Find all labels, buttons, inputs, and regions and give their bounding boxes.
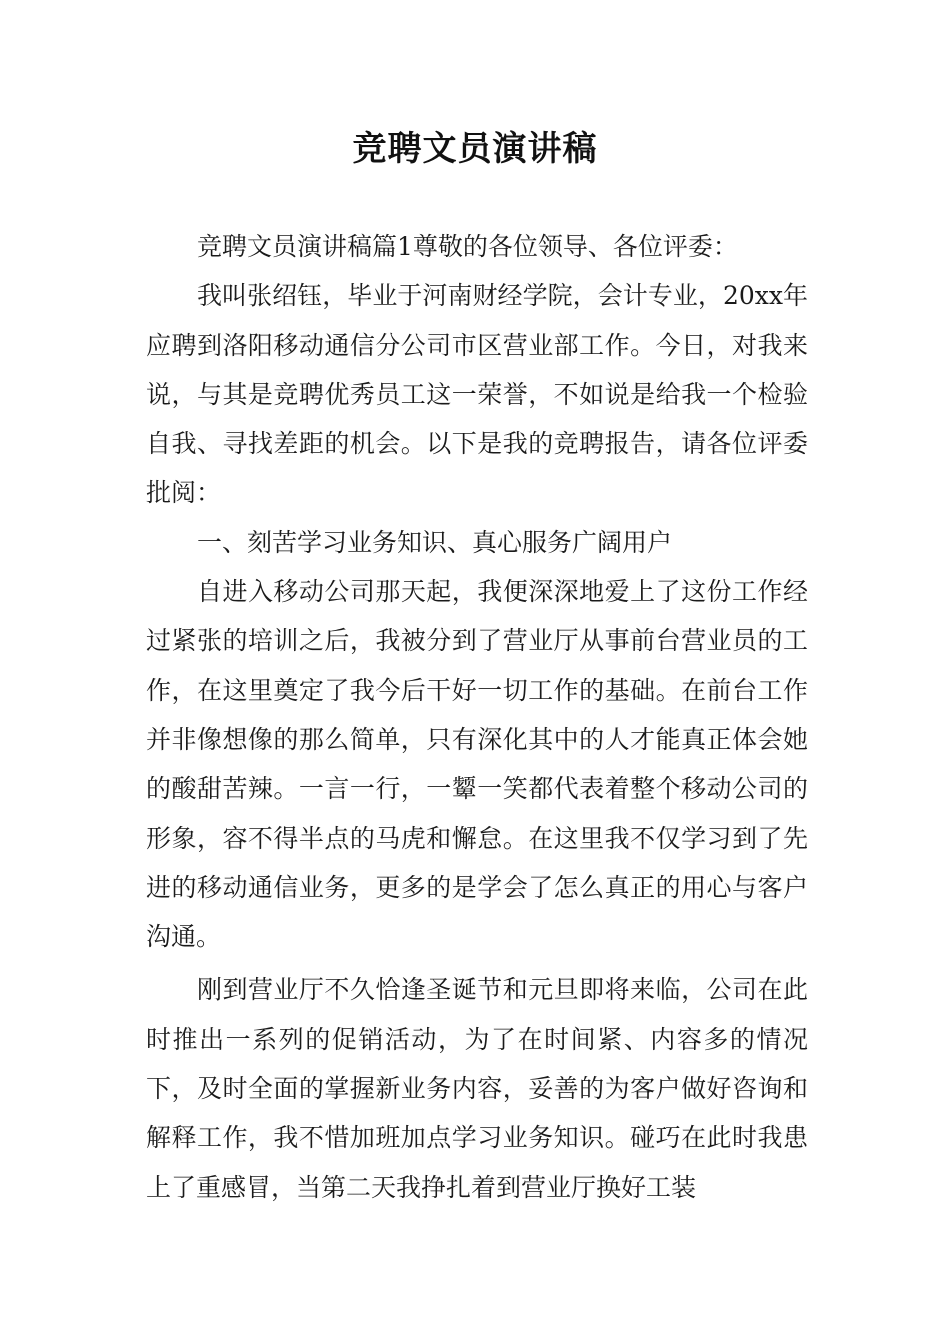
paragraph-introduction: 我叫张绍钰，毕业于河南财经学院，会计专业，20xx年应聘到洛阳移动通信分公司市区营业部工作。今日，对我来说，与其是竞聘优秀员工这一荣誉，不如说是给我一个检验自我、寻找差距的机会。以下是我的竞聘报告，请各位评委批阅： xyxy=(146,281,808,508)
document-body xyxy=(146,222,808,1212)
paragraph-front-desk-work: 自进入移动公司那天起，我便深深地爱上了这份工作经过紧张的培训之后，我被分到了营业厅从事前台营业员的工作，在这里奠定了我今后干好一切工作的基础。在前台工作并非像想像的那么简单，只有深化其中的人才能真正体会她的酸甜苦辣。一言一行，一颦一笑都代表着整个移动公司的形象，容不得半点的马虎和懈怠。在这里我不仅学习到了先进的移动通信业务，更多的是学会了怎么真正的用心与客户沟通。 xyxy=(146,577,808,952)
paragraph-holiday-promotion: 刚到营业厅不久恰逢圣诞节和元旦即将来临，公司在此时推出一系列的促销活动，为了在时间紧、内容多的情况下，及时全面的掌握新业务内容，妥善的为客户做好咨询和解释工作，我不惜加班加点学习业务知识。碰巧在此时我患上了重感冒，当第二天我挣扎着到营业厅换好工装 xyxy=(146,975,808,1202)
paragraph-greeting: 竞聘文员演讲稿篇1尊敬的各位领导、各位评委： xyxy=(197,232,738,261)
document-title: 竞聘文员演讲稿 xyxy=(352,129,598,169)
section-heading: 一、刻苦学习业务知识、真心服务广阔用户 xyxy=(197,527,673,557)
